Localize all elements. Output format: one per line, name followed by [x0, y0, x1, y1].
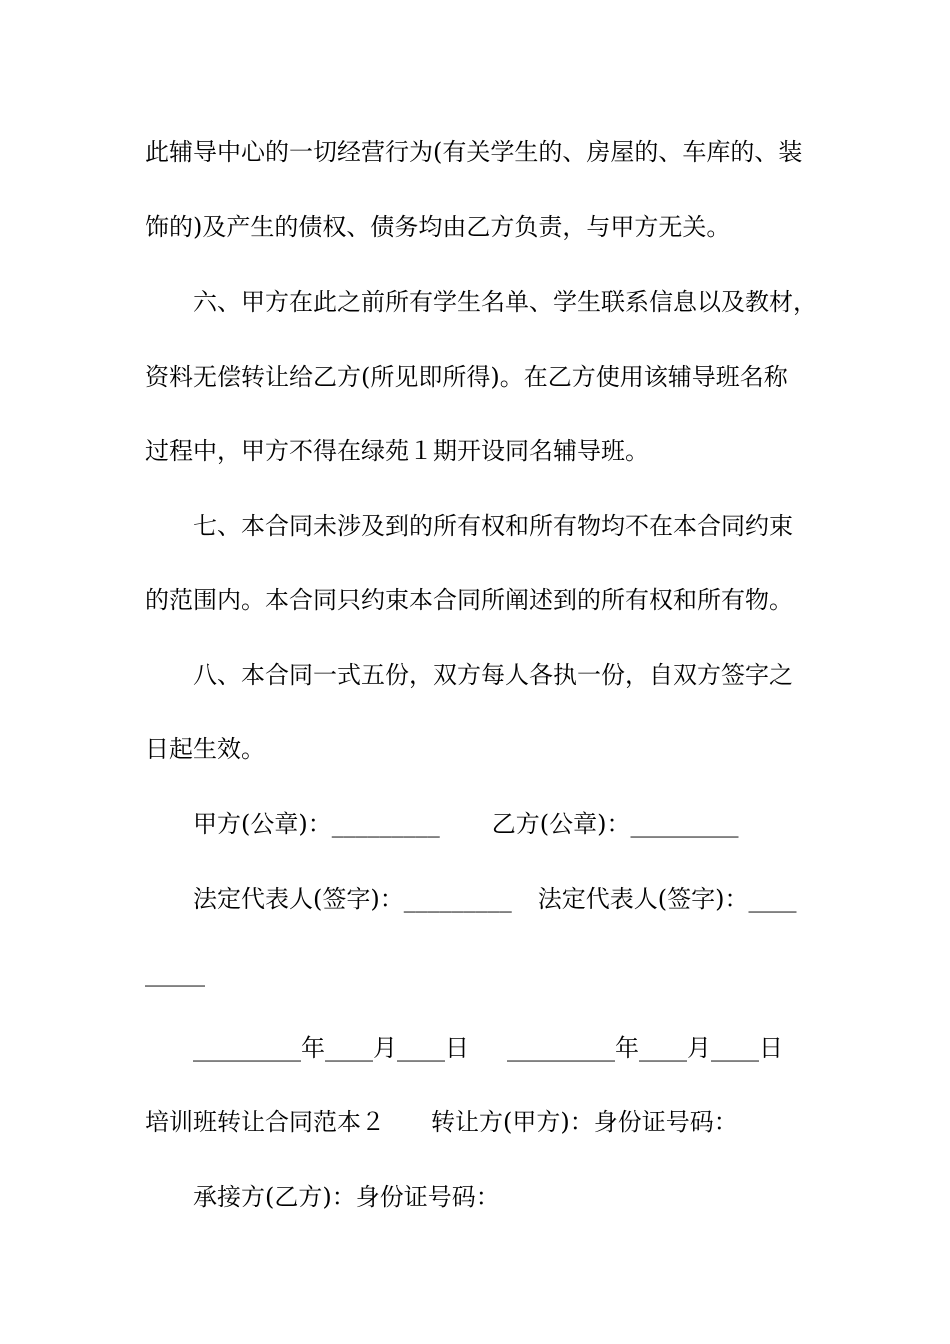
paragraph-line: 资料无偿转让给乙方(所见即所得)。在乙方使用该辅导班名称: [145, 363, 788, 391]
party-b-representative: 法定代表人(签字)：____: [537, 885, 797, 913]
party-a-date: _________年____月____日: [193, 1034, 469, 1062]
party-a-representative: 法定代表人(签字)：_________: [193, 885, 512, 913]
clause-eight-line: 八、本合同一式五份，双方每人各执一份，自双方签字之: [193, 661, 793, 689]
transferor-info: 转让方(甲方)：身份证号码：: [431, 1108, 738, 1136]
contract-title-line: [0, 1107, 950, 1137]
representative-line: [0, 884, 950, 914]
paragraph-line: 日起生效。: [145, 735, 265, 763]
seal-line: [0, 809, 950, 839]
paragraph-line: 此辅导中心的一切经营行为(有关学生的、房屋的、车库的、装: [145, 138, 803, 166]
party-b-date: _________年____月____日: [507, 1034, 783, 1062]
party-a-seal: 甲方(公章)：_________: [193, 810, 440, 838]
representative-line-continued: _____: [145, 959, 205, 987]
paragraph-line: 饰的)及产生的债权、债务均由乙方负责，与甲方无关。: [145, 213, 731, 241]
paragraph-line: 过程中，甲方不得在绿苑１期开设同名辅导班。: [145, 437, 649, 465]
date-line: [0, 1033, 950, 1063]
transferee-info: 承接方(乙方)：身份证号码：: [193, 1183, 500, 1211]
contract-title: 培训班转让合同范本２: [145, 1108, 385, 1136]
party-b-seal: 乙方(公章)：_________: [491, 810, 739, 838]
clause-seven-line: 七、本合同未涉及到的所有权和所有物均不在本合同约束: [193, 512, 793, 540]
clause-six-line: 六、甲方在此之前所有学生名单、学生联系信息以及教材，: [193, 288, 817, 316]
paragraph-line: 的范围内。本合同只约束本合同所阐述到的所有权和所有物。: [145, 586, 793, 614]
